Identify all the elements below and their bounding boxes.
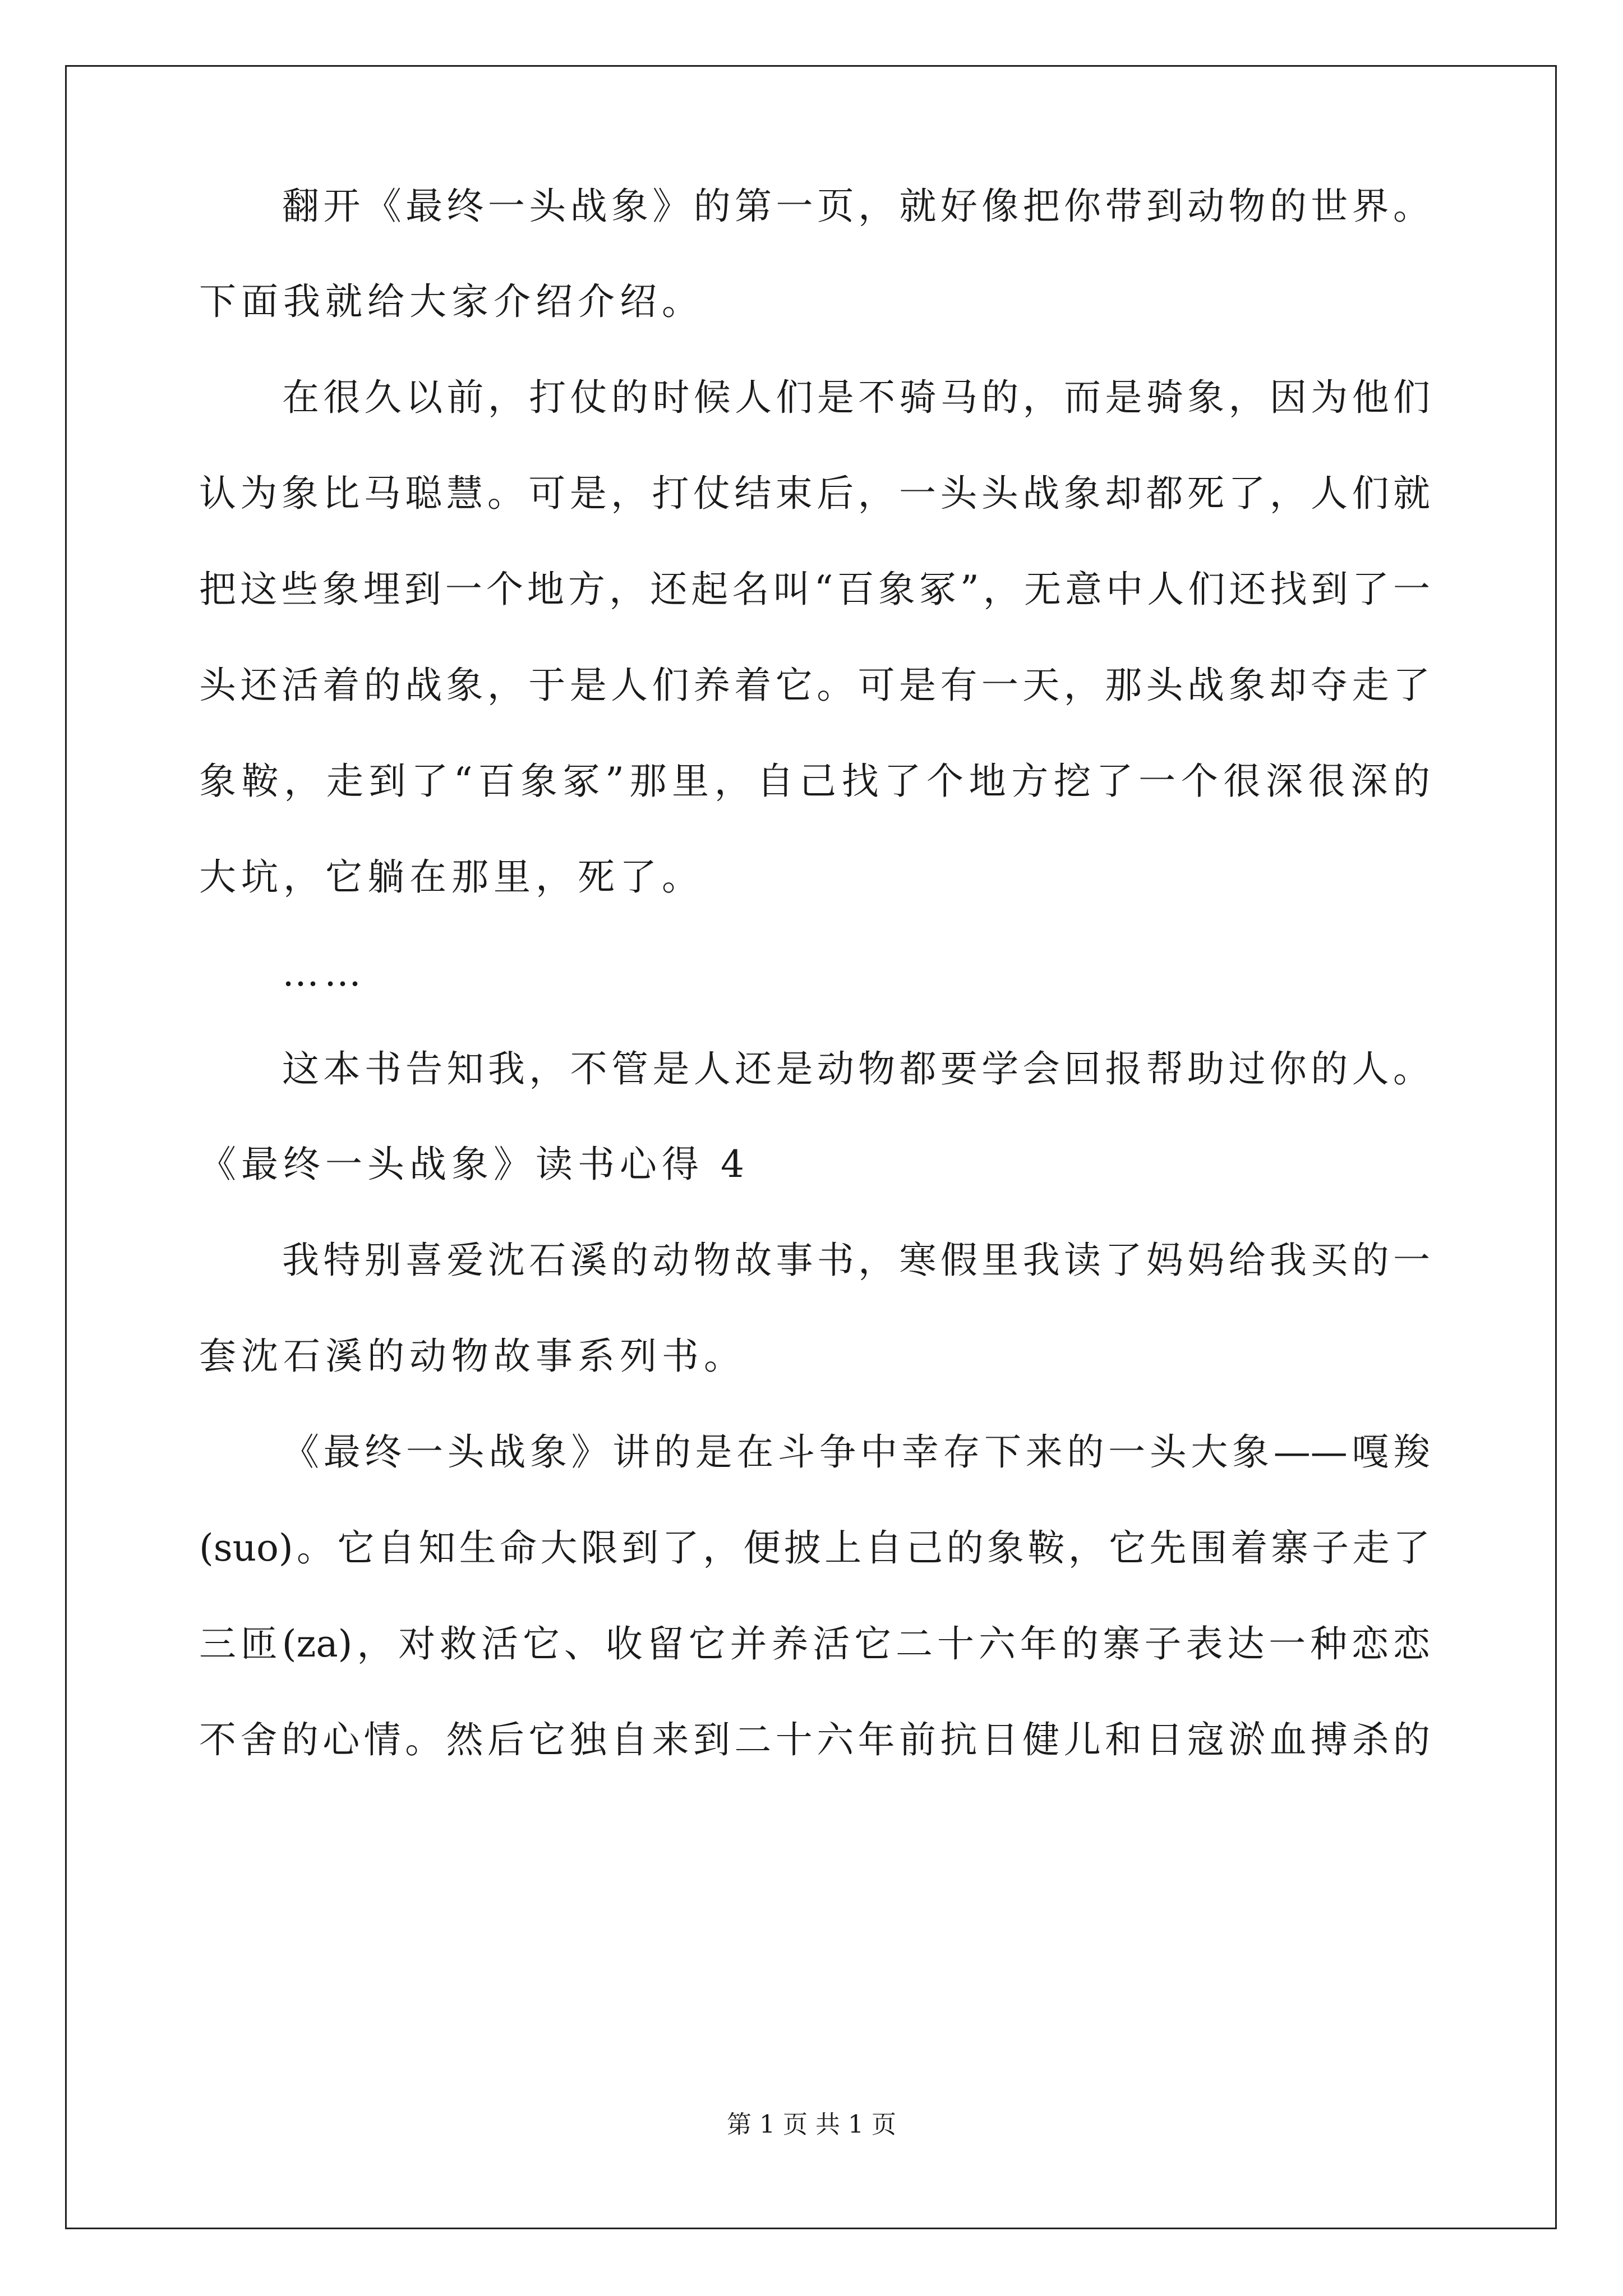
text-line: 象鞍，走到了“百象冢”那里，自己找了个地方挖了一个很深很深的	[199, 760, 1430, 803]
text-line: 《最终一头战象》讲的是在斗争中幸存下来的一头大象——嘎羧	[282, 1430, 1430, 1474]
ellipsis-line: ……	[282, 951, 366, 995]
text-line: 认为象比马聪慧。可是，打仗结束后，一头头战象却都死了，人们就	[199, 472, 1430, 515]
text-line: 在很久以前，打仗的时候人们是不骑马的，而是骑象，因为他们	[282, 376, 1430, 419]
text-line: 套沈石溪的动物故事系列书。	[199, 1335, 746, 1378]
text-line: 三匝(za)，对救活它、收留它并养活它二十六年的寨子表达一种恋恋	[199, 1622, 1430, 1665]
section-heading: 《最终一头战象》读书心得 4	[199, 1143, 749, 1186]
page-footer: 第 1 页 共 1 页	[727, 2110, 896, 2139]
text-line: 把这些象埋到一个地方，还起名叫“百象冢”，无意中人们还找到了一	[199, 568, 1430, 611]
text-line: 头还活着的战象，于是人们养着它。可是有一天，那头战象却夺走了	[199, 664, 1430, 707]
text-line: (suo)。它自知生命大限到了，便披上自己的象鞍，它先围着寨子走了	[199, 1526, 1430, 1570]
text-line: 这本书告知我，不管是人还是动物都要学会回报帮助过你的人。	[282, 1047, 1430, 1091]
text-line: 翻开《最终一头战象》的第一页，就好像把你带到动物的世界。	[282, 185, 1430, 228]
text-line: 我特别喜爱沈石溪的动物故事书，寒假里我读了妈妈给我买的一	[282, 1239, 1430, 1282]
text-line: 大坑，它躺在那里，死了。	[199, 855, 704, 899]
text-line: 下面我就给大家介绍介绍。	[199, 280, 704, 323]
text-line: 不舍的心情。然后它独自来到二十六年前抗日健儿和日寇淤血搏杀的	[199, 1718, 1430, 1761]
